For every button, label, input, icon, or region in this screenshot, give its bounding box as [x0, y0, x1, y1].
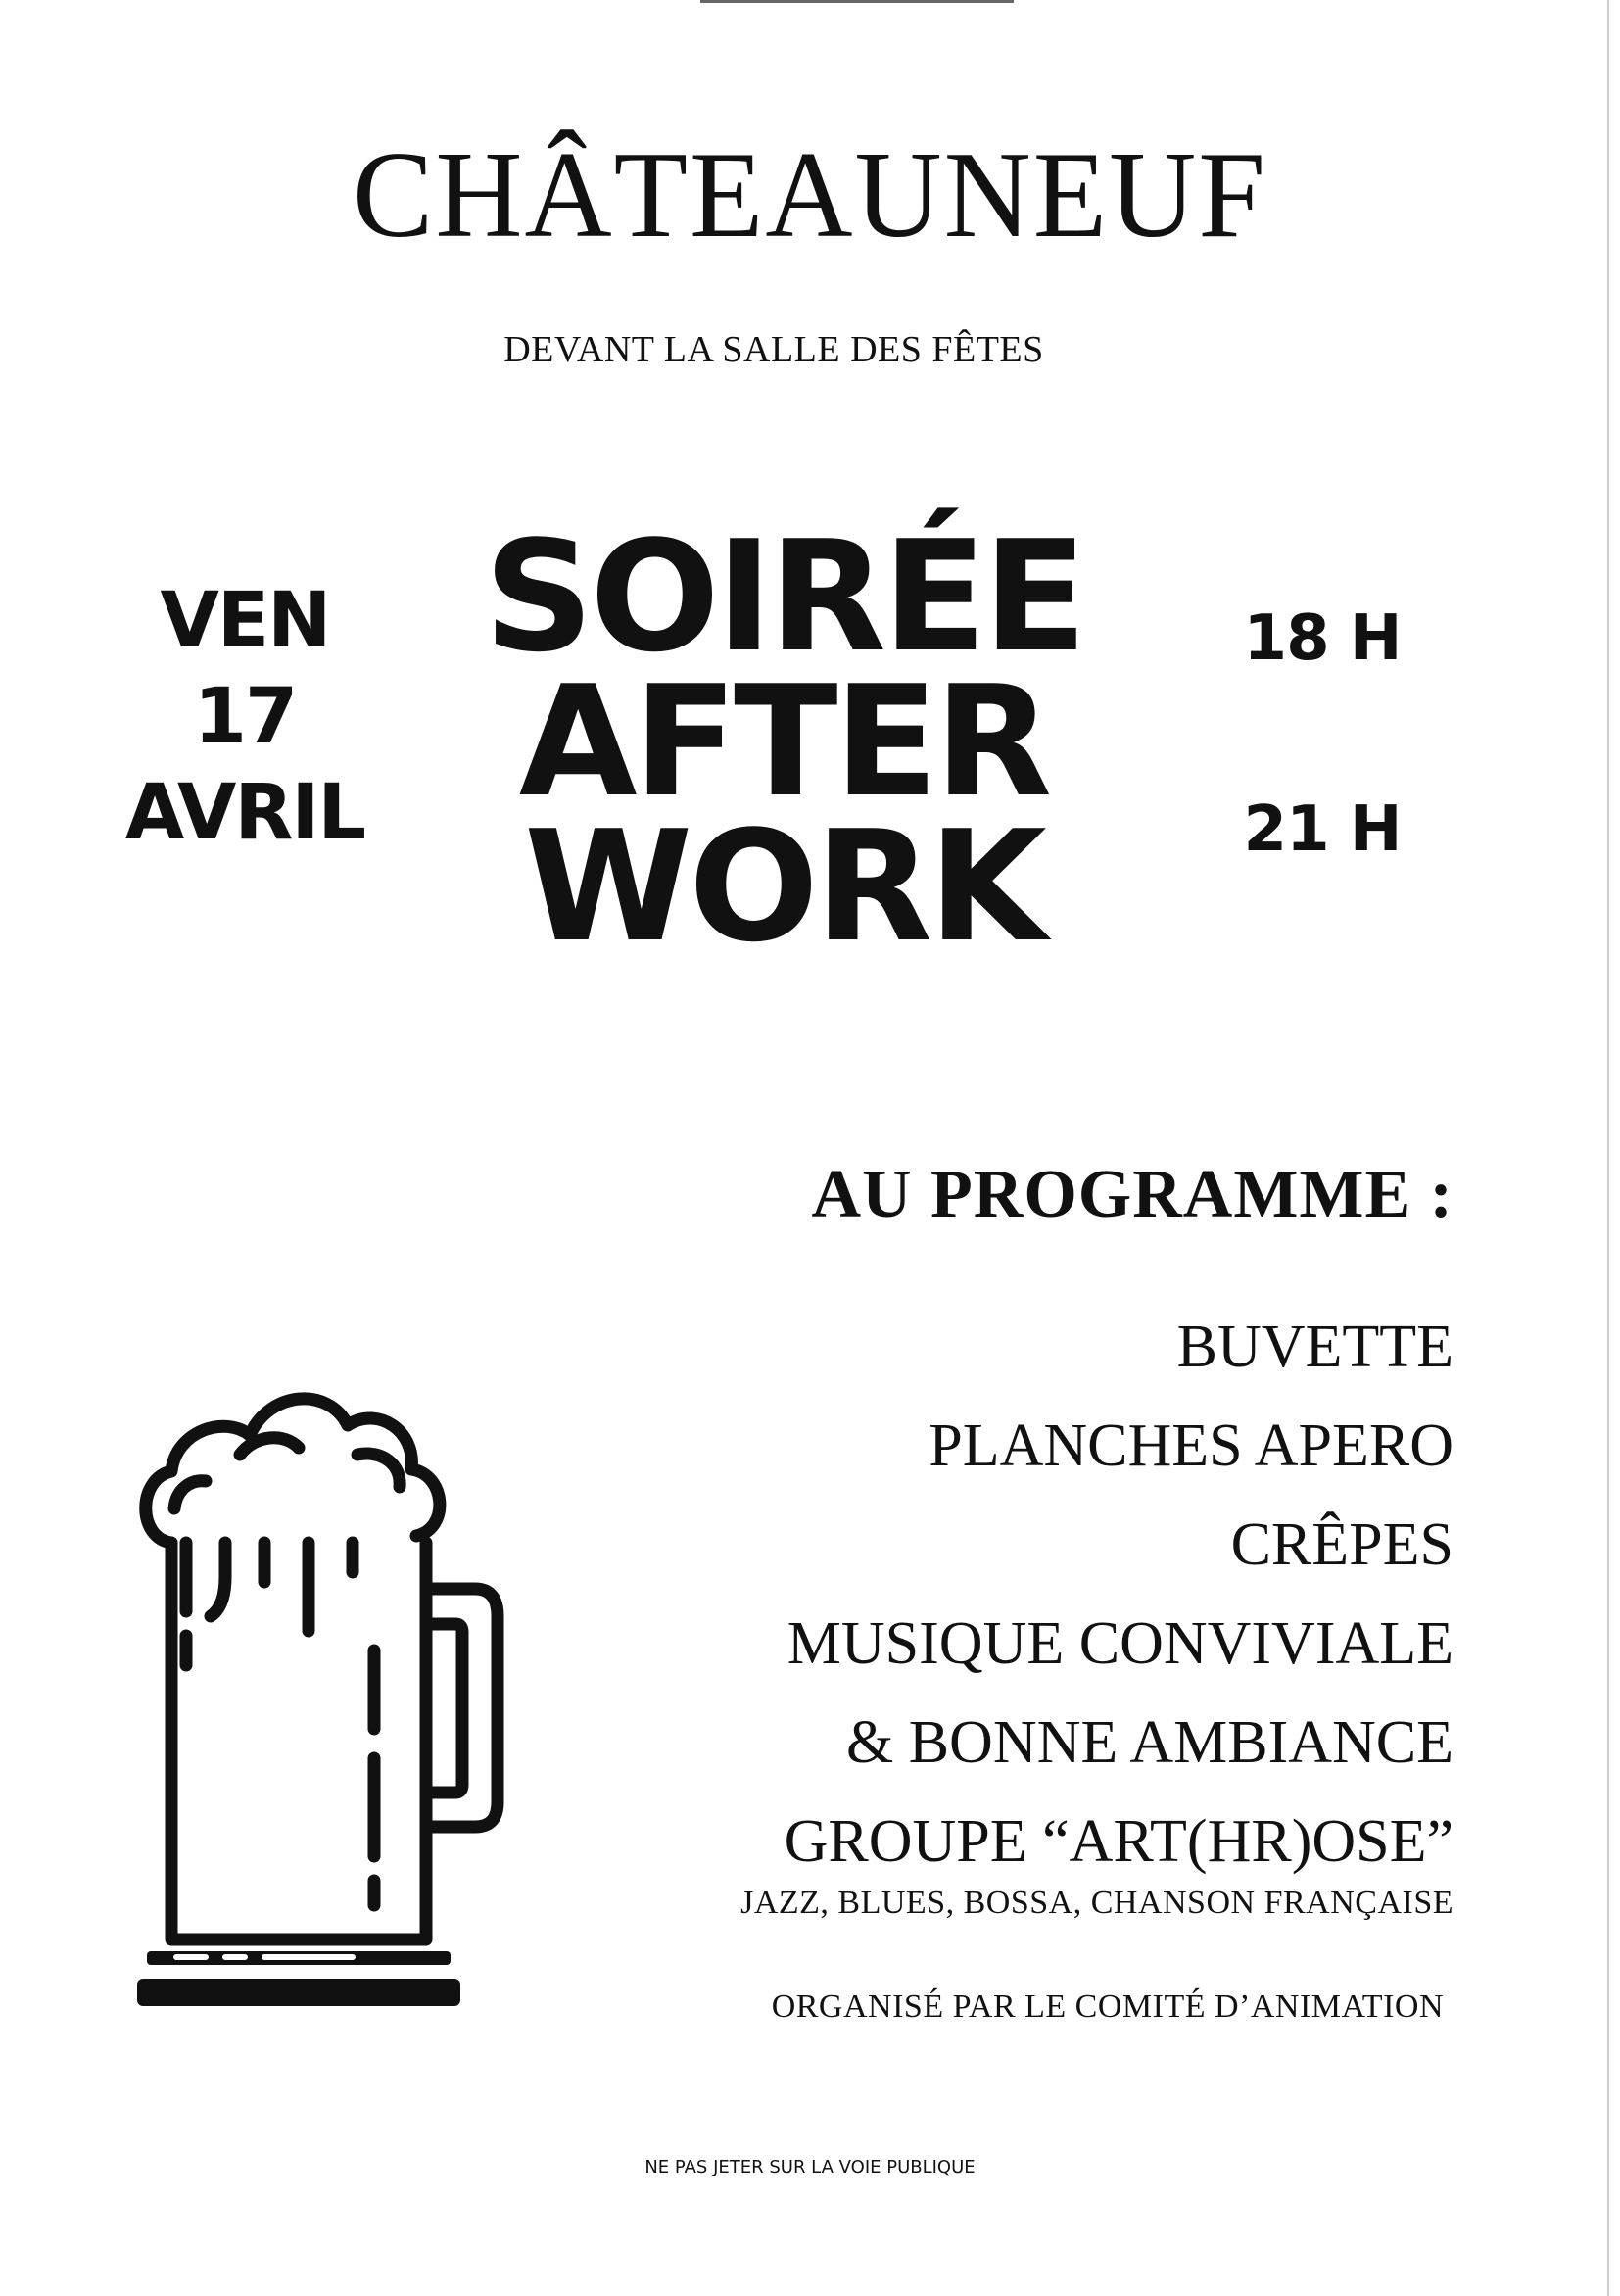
top-rule [700, 0, 1014, 3]
title-line-1: SOIRÉE [483, 507, 1084, 686]
group-music-styles: JAZZ, BLUES, BOSSA, CHANSON FRANÇAISE [740, 1885, 1453, 1921]
town-title: CHÂTEAUNEUF [353, 127, 1267, 263]
start-time: 18 H [1243, 602, 1402, 675]
date-day: VEN [160, 577, 330, 665]
program-item: BUVETTE [1176, 1314, 1453, 1380]
date-month: AVRIL [124, 769, 365, 857]
scan-edge [1607, 0, 1609, 2296]
disposal-notice: NE PAS JETER SUR LA VOIE PUBLIQUE [644, 2157, 976, 2177]
organizer-line: ORGANISÉ PAR LE COMITÉ D’ANIMATION [771, 1988, 1444, 2025]
program-item: CRÊPES [1230, 1511, 1453, 1578]
event-date [113, 573, 377, 861]
program-item: MUSIQUE CONVIVIALE [786, 1610, 1453, 1677]
program-item: PLANCHES APERO [929, 1412, 1453, 1479]
title-line-2: AFTER [518, 652, 1049, 831]
program-item: GROUPE “ART(HR)OSE” [784, 1808, 1453, 1875]
date-number: 17 [193, 673, 297, 761]
beer-mug-icon [118, 1371, 509, 2008]
end-time: 21 H [1243, 793, 1402, 866]
event-title [460, 507, 1107, 976]
title-line-3: WORK [524, 797, 1043, 976]
program-list [785, 1298, 1453, 1891]
program-item: & BONNE AMBIANCE [845, 1709, 1453, 1776]
program-heading: AU PROGRAMME : [811, 1157, 1453, 1232]
venue-line: DEVANT LA SALLE DES FÊTES [503, 329, 1044, 370]
